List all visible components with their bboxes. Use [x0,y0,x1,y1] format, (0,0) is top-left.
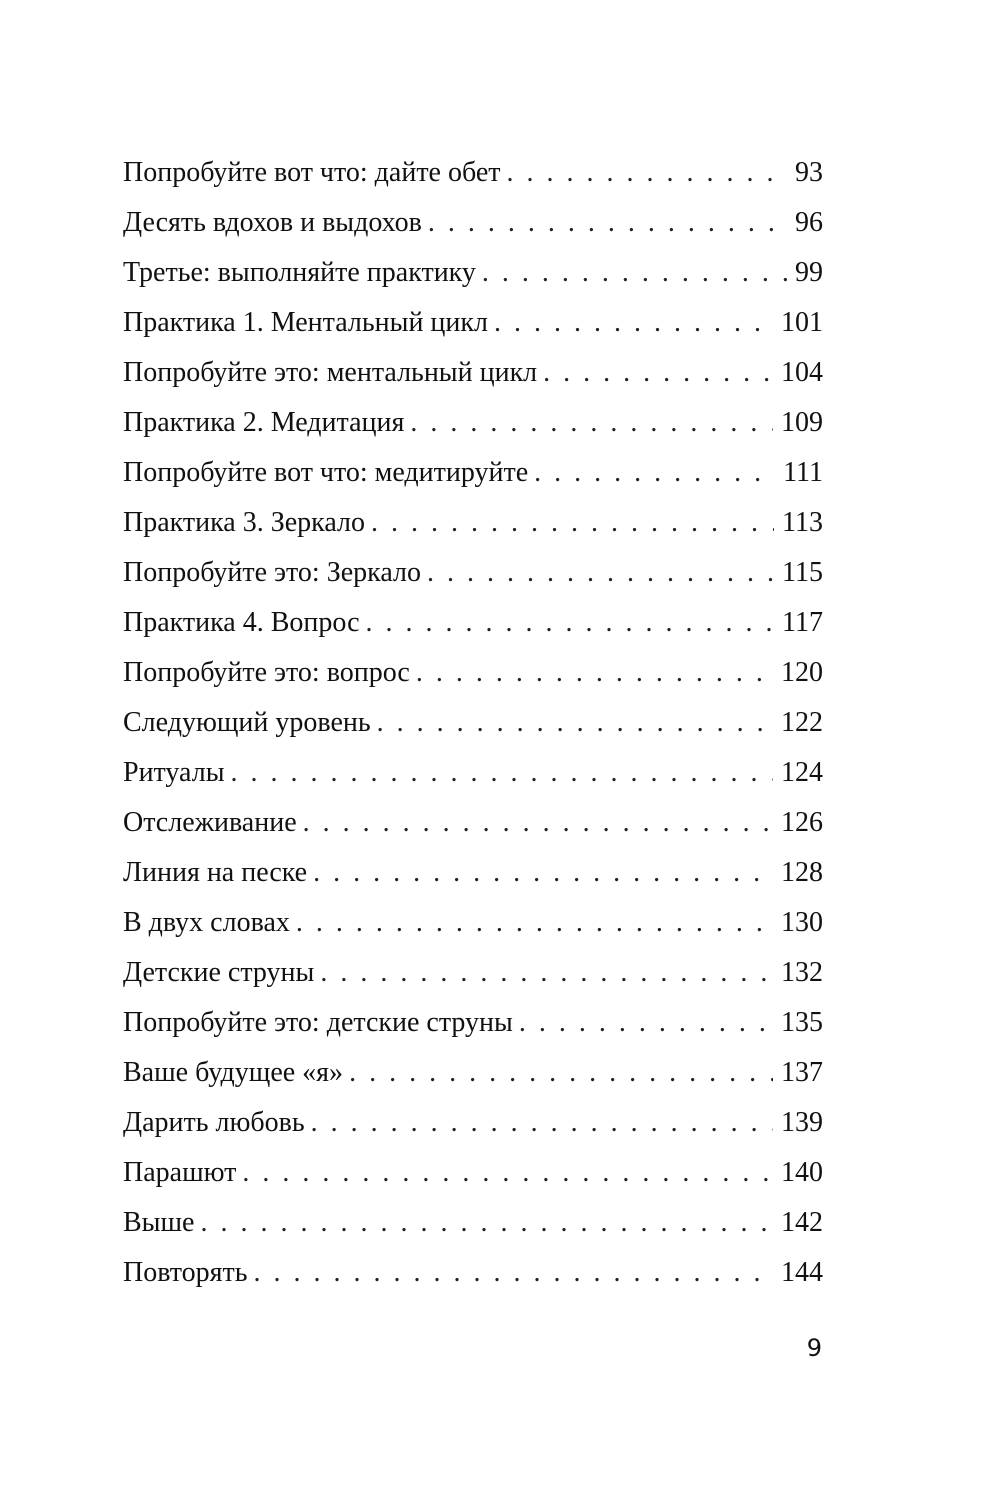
toc-entry-title: Повторять [123,1257,248,1288]
toc-entry-title: Выше [123,1207,195,1238]
toc-entry-title: Детские струны [123,957,315,988]
toc-entry-title: Ритуалы [123,757,225,788]
toc-entry-title: Попробуйте вот что: дайте обет [123,157,501,188]
page-number: 9 [806,1334,822,1362]
toc-leader-dots [303,798,773,848]
toc-leader-dots [371,498,774,548]
toc-entry-title: Практика 3. Зеркало [123,507,365,538]
toc-entry [123,948,823,998]
toc-entry [123,1248,823,1298]
toc-entry-title: Парашют [123,1157,237,1188]
toc-leader-dots [254,1248,774,1298]
toc-entry [123,1098,823,1148]
toc-entry-page: 101 [781,307,823,338]
toc-leader-dots [427,548,774,598]
toc-entry-page: 111 [783,457,823,488]
toc-leader-dots [200,1198,773,1248]
toc-entry [123,848,823,898]
toc-entry-title: Попробуйте это: детские струны [123,1007,513,1038]
toc-entry-page: 132 [781,957,823,988]
toc-leader-dots [507,148,787,198]
toc-entry-page: 99 [795,257,823,288]
toc-leader-dots [428,198,787,248]
toc-entry [123,1048,823,1098]
toc-entry-title: Практика 2. Медитация [123,407,405,438]
toc-entry-title: Следующий уровень [123,707,371,738]
toc-entry-title: Попробуйте это: вопрос [123,657,410,688]
toc-leader-dots [296,898,773,948]
toc-entry-page: 137 [781,1057,823,1088]
toc-entry [123,398,823,448]
toc-leader-dots [519,998,773,1048]
toc-entry-title: Практика 4. Вопрос [123,607,360,638]
toc-leader-dots [377,698,773,748]
toc-entry [123,648,823,698]
toc-entry [123,898,823,948]
toc-leader-dots [482,248,787,298]
toc-entry-page: 115 [782,557,823,588]
toc-leader-dots [242,1148,773,1198]
toc-entry-page: 140 [781,1157,823,1188]
toc-leader-dots [416,648,773,698]
toc-entry-title: Отслеживание [123,807,297,838]
toc-leader-dots [534,448,775,498]
toc-entry-page: 96 [795,207,823,238]
toc-entry-page: 135 [781,1007,823,1038]
toc-leader-dots [231,748,773,798]
toc-entry-title: Десять вдохов и выдохов [123,207,422,238]
toc-entry-title: Третье: выполняйте практику [123,257,476,288]
toc-entry-title: Ваше будущее «я» [123,1057,344,1088]
toc-entry [123,248,823,298]
toc-entry-page: 142 [781,1207,823,1238]
toc-leader-dots [349,1048,773,1098]
toc-entry [123,448,823,498]
toc-entry-title: В двух словах [123,907,290,938]
toc-entry [123,748,823,798]
toc-entry-title: Попробуйте это: ментальный цикл [123,357,538,388]
toc-leader-dots [410,398,773,448]
toc-entry [123,348,823,398]
toc-entry [123,998,823,1048]
toc-entry [123,148,823,198]
toc-entry [123,298,823,348]
toc-entry-page: 139 [781,1107,823,1138]
toc-entry-title: Попробуйте вот что: медитируйте [123,457,529,488]
toc-entry-page: 122 [781,707,823,738]
toc-entry [123,548,823,598]
toc-entry [123,698,823,748]
toc-entry-page: 120 [781,657,823,688]
toc-entry-page: 124 [781,757,823,788]
toc-entry-page: 104 [781,357,823,388]
toc-entry-page: 113 [782,507,823,538]
toc-leader-dots [366,598,775,648]
toc-entry-page: 130 [781,907,823,938]
toc-entry-page: 109 [781,407,823,438]
toc-entry-title: Линия на песке [123,857,308,888]
toc-leader-dots [320,948,773,998]
toc-entry-page: 117 [782,607,823,638]
toc-entry-page: 144 [781,1257,823,1288]
table-of-contents [123,148,823,1298]
toc-entry-page: 128 [781,857,823,888]
toc-entry [123,1148,823,1198]
toc-entry [123,798,823,848]
toc-entry [123,498,823,548]
toc-leader-dots [543,348,773,398]
toc-entry-title: Дарить любовь [123,1107,305,1138]
toc-entry-page: 126 [781,807,823,838]
toc-leader-dots [313,848,773,898]
toc-entry-page: 93 [795,157,823,188]
toc-leader-dots [494,298,773,348]
toc-entry-title: Попробуйте это: Зеркало [123,557,421,588]
toc-leader-dots [311,1098,773,1148]
toc-entry [123,598,823,648]
toc-entry [123,198,823,248]
toc-entry-title: Практика 1. Ментальный цикл [123,307,488,338]
toc-entry [123,1198,823,1248]
